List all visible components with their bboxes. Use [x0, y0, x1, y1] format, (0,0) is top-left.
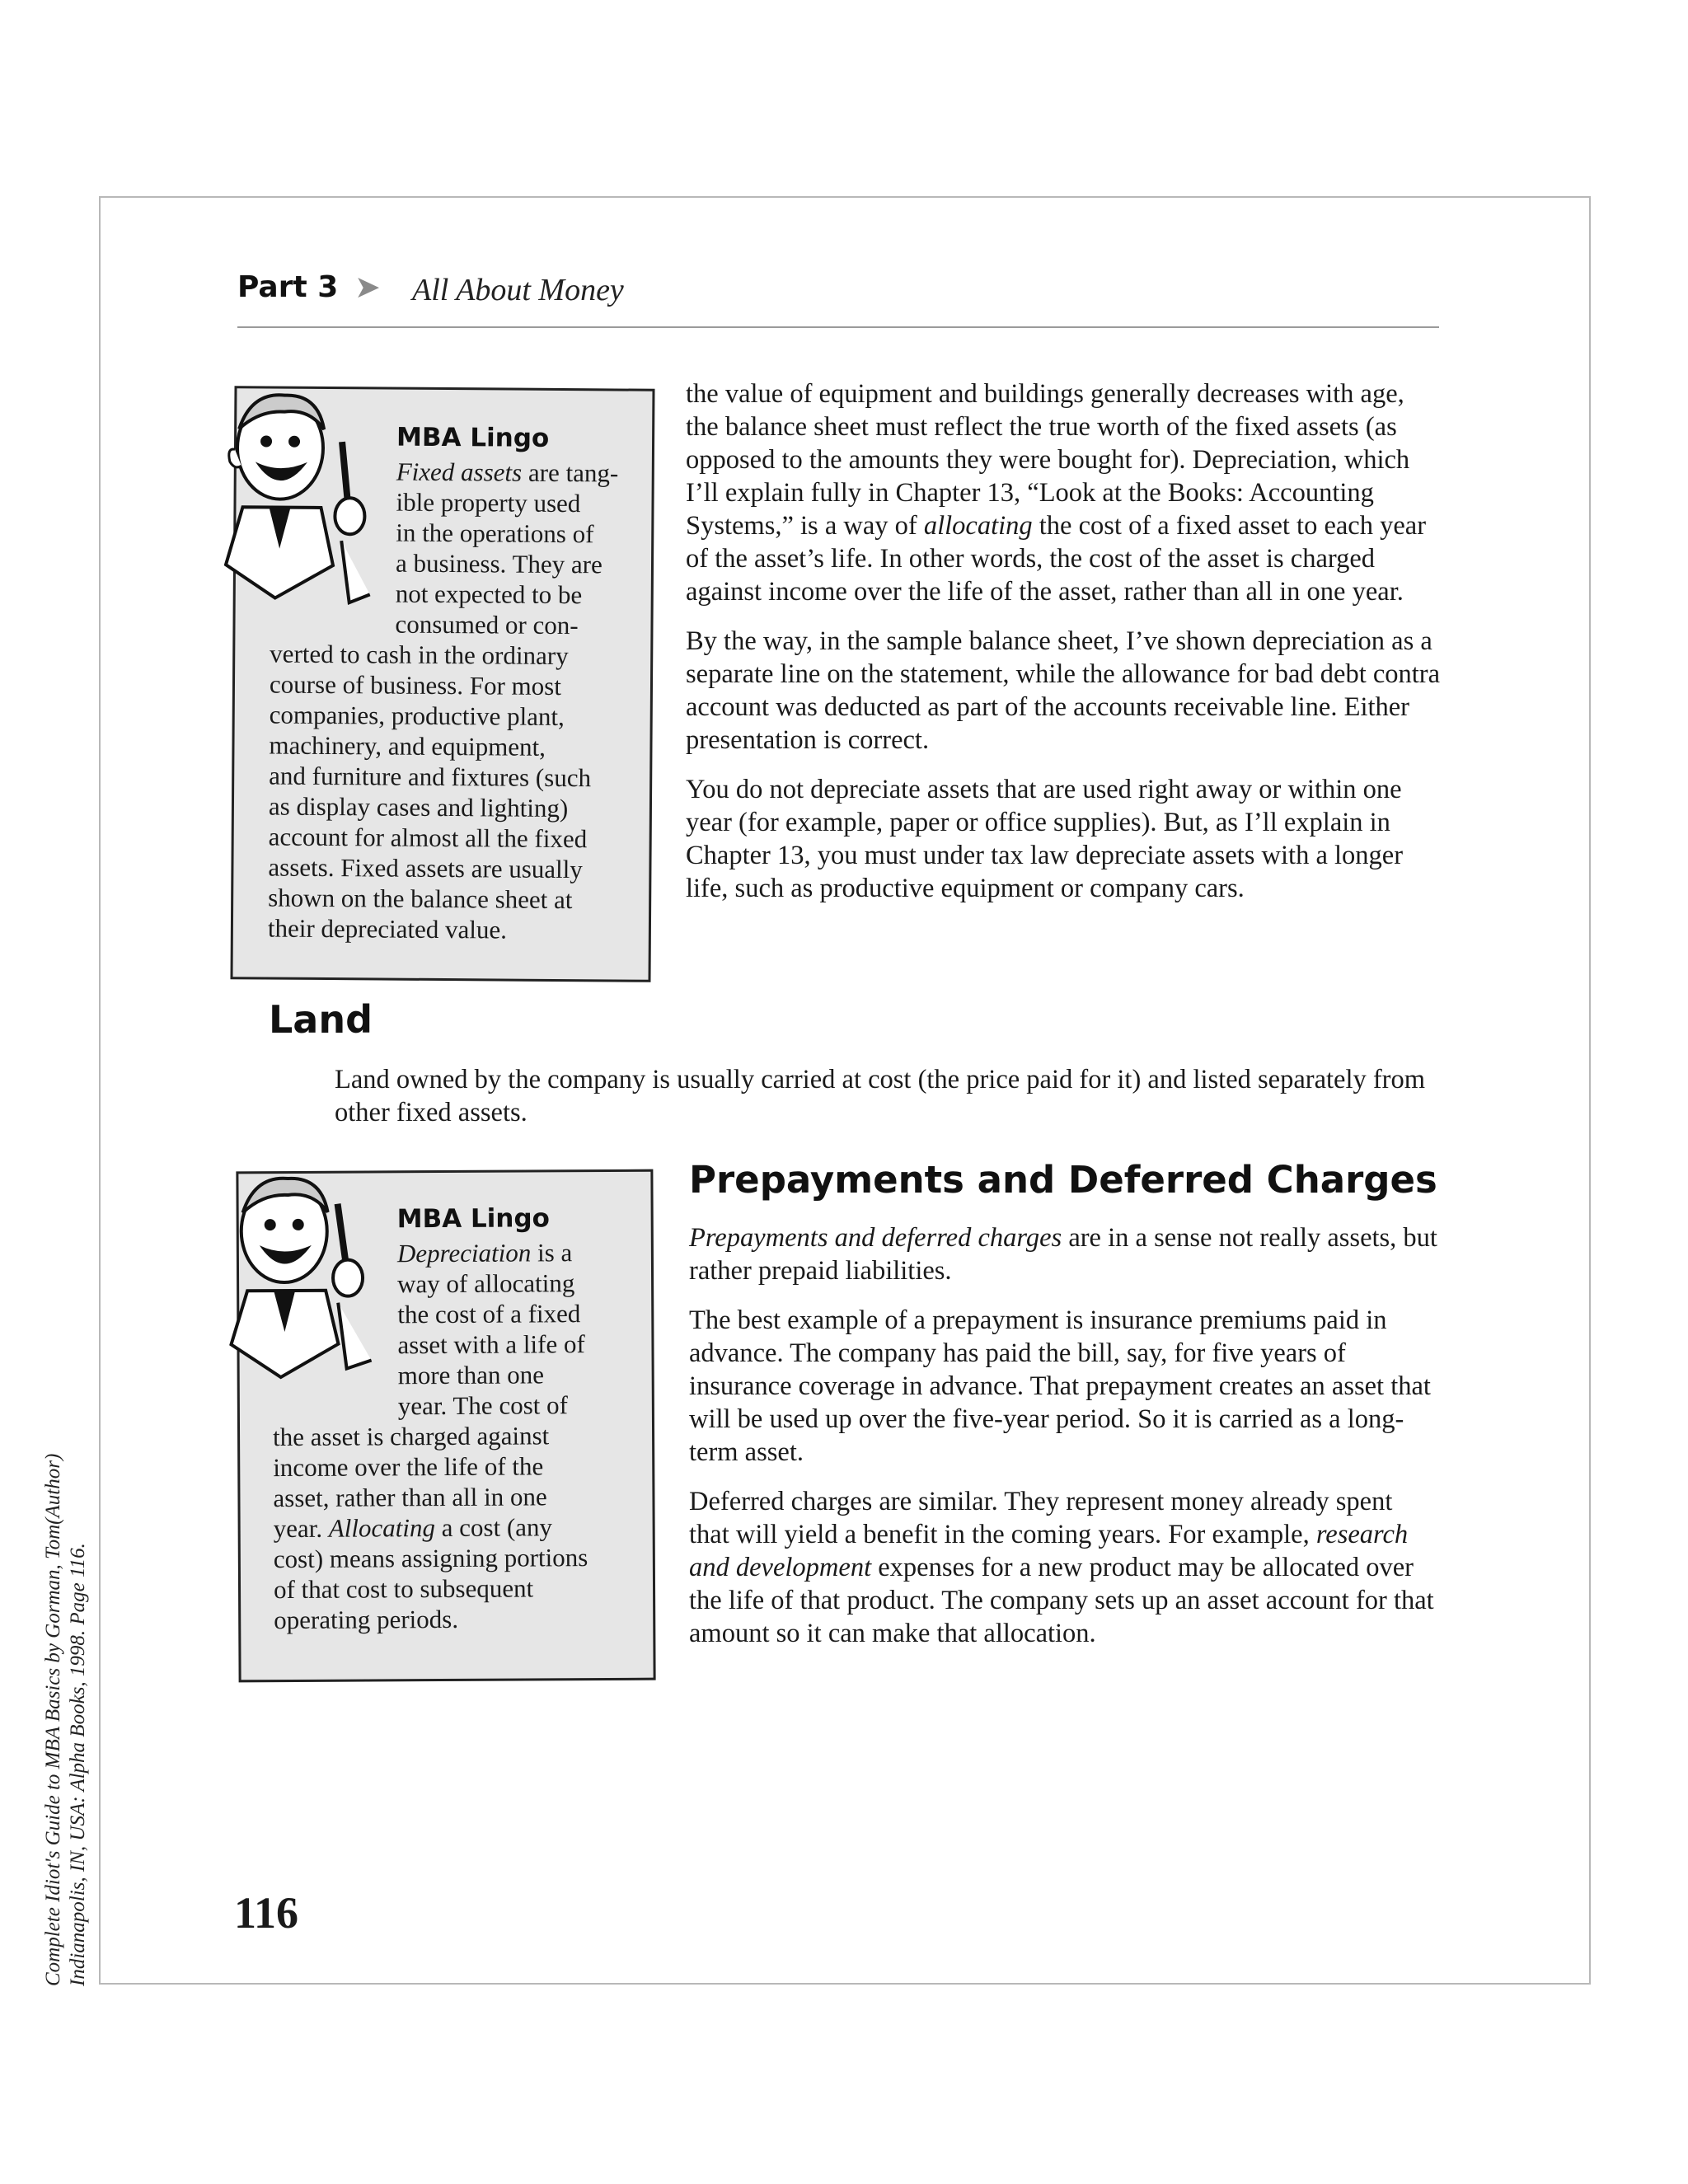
sidebar1-term: Fixed assets [396, 457, 523, 487]
paragraph: Deferred charges are similar. They represent money already spent that will yield a benefit in the coming years. For example, research and development expenses for a new product may be allocated over the life of that product. The company sets up an asset account for that amount so it can make that allocation. [689, 1487, 1434, 1648]
page-number: 116 [234, 1888, 299, 1938]
sidebar1-line: shown on the balance sheet at [268, 883, 573, 915]
paragraph: The best example of a prepayment is insurance premiums paid in advance. The company has paid the bill, say, for five years of insurance coverage in advance. That prepayment creates an asset that will be used up over the five-year period. So it is carried as a long-term asset. [689, 1305, 1431, 1467]
sidebar1-line: Fixed assets are tang- [396, 457, 619, 488]
sidebar1-line: their depreciated value. [267, 913, 508, 944]
part-title: All About Money [412, 273, 624, 307]
sidebar1-title: MBA Lingo [396, 422, 550, 453]
sidebar1-line: companies, productive plant, [269, 700, 565, 732]
side-credit [41, 1162, 107, 1986]
running-header [237, 269, 1439, 328]
paragraph: You do not depreciate assets that are used right away or within one year (for example, paper or office supplies). But, as I’ll explain in Chapter 13, you must under tax law depreciate assets with a longer life, such as productive equipment or company cars. [686, 775, 1404, 903]
land-paragraph: Land owned by the company is usually carried at cost (the price paid for it) and listed separately from other fixed assets. [335, 1065, 1426, 1127]
sidebar1-line: ible property used [396, 487, 581, 518]
sidebar2-line: asset, rather than all in one [273, 1482, 547, 1513]
sidebar1-line: consumed or con- [395, 609, 579, 640]
sidebar2-line: more than one [397, 1360, 545, 1390]
mba-lingo-sidebar-fixed-assets [230, 386, 654, 982]
mba-lingo-sidebar-depreciation [236, 1169, 655, 1683]
arrow-icon: ➤ [354, 269, 381, 305]
sidebar1-body [268, 422, 650, 946]
sidebar2-line: operating periods. [274, 1604, 459, 1635]
prepayments-heading: Prepayments and Deferred Charges [689, 1158, 1437, 1202]
sidebar2-line: cost) means assigning portions [273, 1543, 588, 1574]
sidebar2-line: Depreciation is a [396, 1238, 573, 1268]
sidebar2-term: Depreciation [396, 1238, 532, 1268]
sidebar1-line: account for almost all the fixed [268, 822, 588, 854]
sidebar2-title: MBA Lingo [396, 1203, 550, 1235]
sidebar1-line: not expected to be [395, 579, 583, 610]
sidebar1-line: and furniture and fixtures (such [269, 761, 592, 793]
paragraph: By the way, in the sample balance sheet, I’ve shown depreciation as a separate line on the statement, while the allowance for bad debt contra account was deducted as part of the accounts receivable line. Either presentation is correct. [686, 626, 1441, 755]
part-label: Part 3 [237, 270, 339, 304]
sidebar1-line: as display cases and lighting) [268, 791, 569, 823]
sidebar1-line: machinery, and equipment, [269, 730, 546, 762]
body-column-fixed-assets [686, 377, 1441, 921]
credit-line-2: Indianapolis, IN, USA: Alpha Books, 1998. Page 116. [67, 1543, 89, 1986]
sidebar2-line: way of allocating [397, 1268, 575, 1299]
sidebar2-line: the cost of a fixed [397, 1299, 581, 1329]
land-heading: Land [269, 997, 373, 1042]
sidebar1-line: a business. They are [395, 548, 603, 579]
sidebar2-line: income over the life of the [273, 1451, 544, 1483]
sidebar1-line: verted to cash in the ordinary [270, 639, 569, 671]
sidebar1-line: assets. Fixed assets are usually [268, 852, 583, 884]
sidebar2-line: asset with a life of [397, 1329, 585, 1360]
sidebar1-line: course of business. For most [269, 669, 562, 701]
credit-line-1: Complete Idiot's Guide to MBA Basics by Gorman, Tom(Author) [42, 1453, 64, 1986]
paragraph: the value of equipment and buildings generally decreases with age, the balance sheet must reflect the true worth of the fixed assets (as opposed to the amounts they were bought for). Depreciation, which I’ll explain fully in Chapter 13, “Look at the Books: Accounting Systems,” is a way of allocating the cost of a fixed asset to each year of the asset’s life. In other words, the cost of the asset is charged against income over the life of the asset, rather than all in one year. [686, 379, 1427, 607]
sidebar2-line: year. The cost of [397, 1390, 568, 1421]
sidebar2-line: year. Allocating a cost (any [273, 1512, 553, 1544]
sidebar2-line: of that cost to subsequent [273, 1573, 534, 1605]
paragraph: Prepayments and deferred charges are in a sense not really assets, but rather prepaid liabilities. [689, 1223, 1437, 1286]
body-column-prepayments [689, 1221, 1439, 1666]
sidebar2-line: the asset is charged against [272, 1421, 550, 1452]
sidebar1-line: in the operations of [396, 518, 594, 549]
sidebar2-body [272, 1203, 654, 1635]
